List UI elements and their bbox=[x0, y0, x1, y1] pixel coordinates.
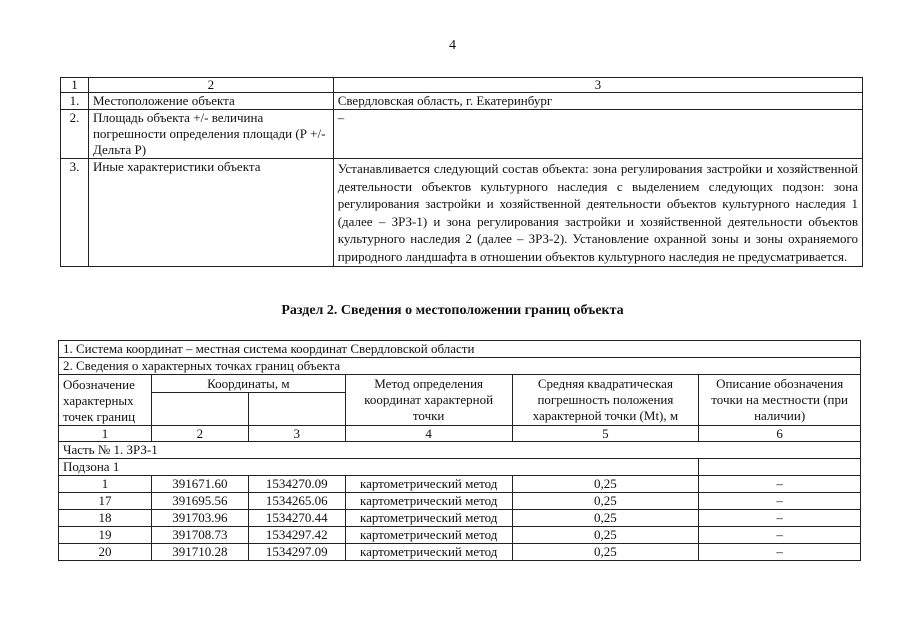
table-row bbox=[61, 93, 863, 110]
row-value: Свердловская область, г. Екатеринбург bbox=[333, 93, 862, 110]
table1-header-cell: 1 bbox=[61, 78, 89, 93]
x-coordinate: 391695.56 bbox=[151, 493, 248, 510]
table-row bbox=[61, 159, 863, 267]
error-header: Средняя квадратическая погрешность положения характерной точки (Mt), м bbox=[512, 375, 699, 426]
column-index: 2 bbox=[151, 426, 248, 442]
page-number: 4 bbox=[449, 38, 456, 53]
description-header: Описание обозначения точки на местности (при наличии) bbox=[699, 375, 861, 426]
point-id: 17 bbox=[59, 493, 152, 510]
mt-cell: 0,25 bbox=[512, 476, 699, 493]
x-coordinate: 391671.60 bbox=[151, 476, 248, 493]
method-cell: картометрический метод bbox=[345, 476, 512, 493]
column-header-row bbox=[59, 375, 861, 393]
column-index: 6 bbox=[699, 426, 861, 442]
description-cell: – bbox=[699, 476, 861, 493]
row-label: Площадь объекта +/- величина погрешности определения площади (Р +/- Дельта Р) bbox=[88, 110, 333, 159]
column-index: 5 bbox=[512, 426, 699, 442]
description-cell: – bbox=[699, 527, 861, 544]
method-cell: картометрический метод bbox=[345, 493, 512, 510]
method-cell: картометрический метод bbox=[345, 527, 512, 544]
x-subheader bbox=[151, 393, 248, 426]
y-coordinate: 1534297.42 bbox=[248, 527, 345, 544]
boundary-points-table bbox=[58, 340, 861, 561]
x-coordinate: 391708.73 bbox=[151, 527, 248, 544]
row-number: 1. bbox=[61, 93, 89, 110]
description-cell: – bbox=[699, 493, 861, 510]
row-label: Местоположение объекта bbox=[88, 93, 333, 110]
mt-cell: 0,25 bbox=[512, 527, 699, 544]
mt-cell: 0,25 bbox=[512, 544, 699, 561]
y-coordinate: 1534265.06 bbox=[248, 493, 345, 510]
description-cell: – bbox=[699, 544, 861, 561]
table1-header-cell: 3 bbox=[333, 78, 862, 93]
column-index: 1 bbox=[59, 426, 152, 442]
table-row bbox=[61, 110, 863, 159]
point-id: 19 bbox=[59, 527, 152, 544]
method-header: Метод определения координат характерной точки bbox=[345, 375, 512, 426]
point-id: 18 bbox=[59, 510, 152, 527]
coordinates-header: Координаты, м bbox=[151, 375, 345, 393]
row-value: – bbox=[333, 110, 862, 159]
object-info-table bbox=[60, 77, 863, 267]
mt-cell: 0,25 bbox=[512, 493, 699, 510]
y-subheader bbox=[248, 393, 345, 426]
y-coordinate: 1534270.09 bbox=[248, 476, 345, 493]
section-title: Раздел 2. Сведения о местоположении границ объекта bbox=[281, 303, 624, 318]
points-info-row bbox=[59, 358, 861, 375]
designation-header: Обозначение характерных точек границ bbox=[59, 375, 152, 426]
table1-header-cell: 2 bbox=[88, 78, 333, 93]
method-cell: картометрический метод bbox=[345, 544, 512, 561]
table-row bbox=[59, 510, 861, 527]
point-id: 20 bbox=[59, 544, 152, 561]
points-info-text: 2. Сведения о характерных точках границ объекта bbox=[59, 358, 861, 375]
y-coordinate: 1534297.09 bbox=[248, 544, 345, 561]
coordinate-system-row bbox=[59, 341, 861, 358]
part-row bbox=[59, 442, 861, 459]
table1-header-row bbox=[61, 78, 863, 93]
column-index: 4 bbox=[345, 426, 512, 442]
table-row bbox=[59, 493, 861, 510]
method-cell: картометрический метод bbox=[345, 510, 512, 527]
table-row bbox=[59, 544, 861, 561]
coordinate-system-text: 1. Система координат – местная система координат Свердловской области bbox=[59, 341, 861, 358]
row-value: Устанавливается следующий состав объекта: зона регулирования застройки и хозяйственной деятельности объектов культурного наследия с выделением следующих подзон: зона регулирования застройки и хозяйственной деятельности объектов культурного наследия 1 (далее – ЗРЗ-1) и зона регулирования застройки и хозяйственной деятельности объектов культурного наследия 2 (далее – ЗРЗ-2). Установление охранной зоны и зоны охраняемого природного ландшафта в отношении объектов культурного наследия не предусматривается. bbox=[333, 159, 862, 267]
mt-cell: 0,25 bbox=[512, 510, 699, 527]
subzone-row bbox=[59, 459, 861, 476]
x-coordinate: 391710.28 bbox=[151, 544, 248, 561]
subzone-empty-cell bbox=[699, 459, 861, 476]
column-index-row bbox=[59, 426, 861, 442]
point-id: 1 bbox=[59, 476, 152, 493]
table-row bbox=[59, 476, 861, 493]
row-number: 3. bbox=[61, 159, 89, 267]
row-number: 2. bbox=[61, 110, 89, 159]
subzone-label: Подзона 1 bbox=[59, 459, 699, 476]
part-label: Часть № 1. ЗРЗ-1 bbox=[59, 442, 861, 459]
description-cell: – bbox=[699, 510, 861, 527]
y-coordinate: 1534270.44 bbox=[248, 510, 345, 527]
table-row bbox=[59, 527, 861, 544]
column-index: 3 bbox=[248, 426, 345, 442]
row-label: Иные характеристики объекта bbox=[88, 159, 333, 267]
x-coordinate: 391703.96 bbox=[151, 510, 248, 527]
